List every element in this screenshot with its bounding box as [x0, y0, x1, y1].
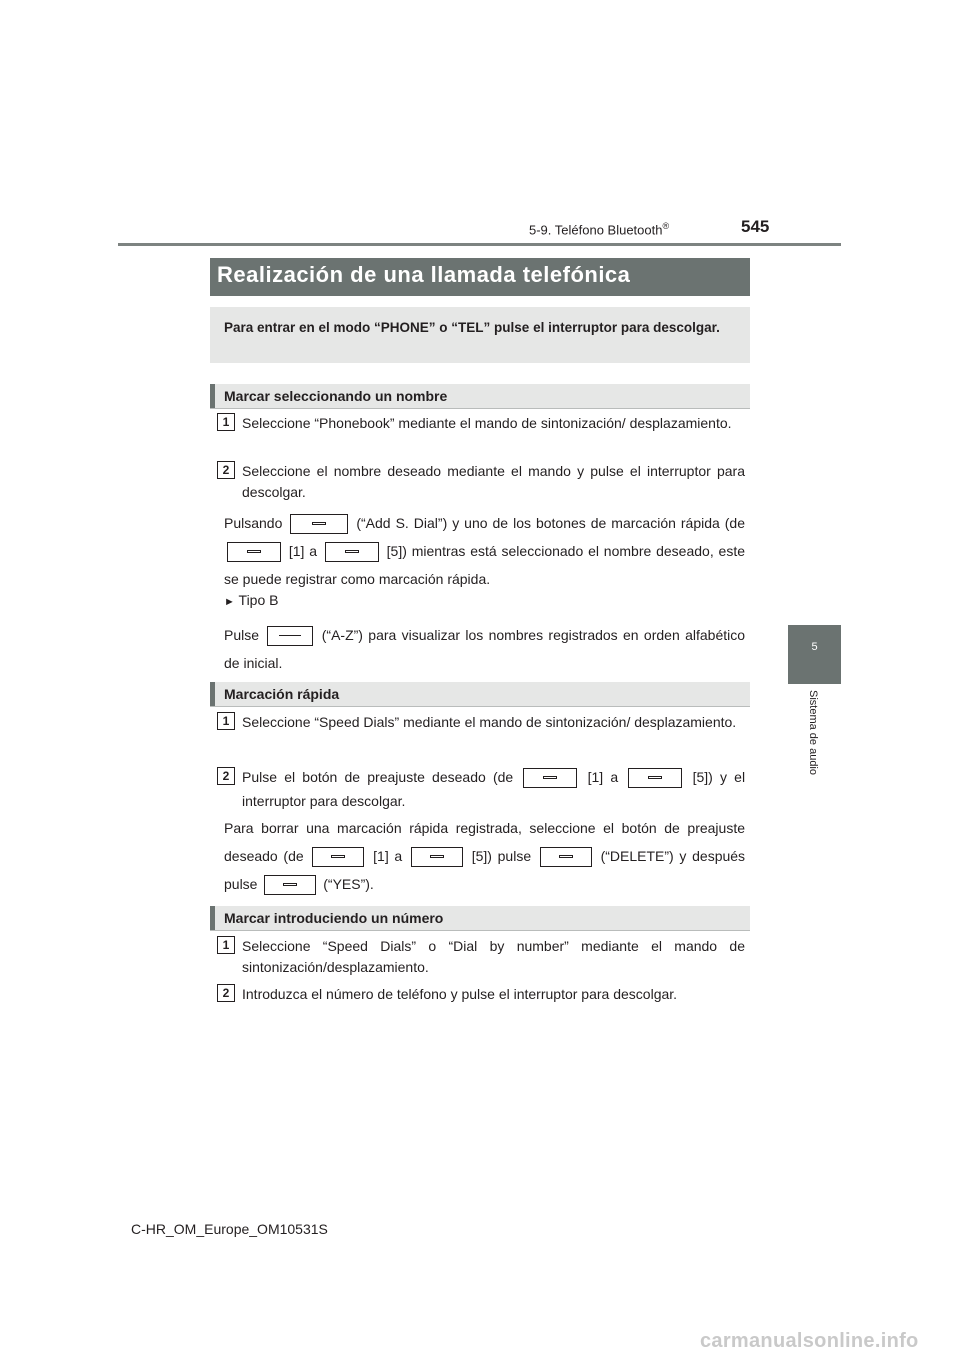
- step-number: 2: [217, 767, 235, 785]
- watermark: carmanualsonline.info: [700, 1330, 919, 1352]
- page-title: Realización de una llamada telefónica: [217, 262, 631, 287]
- step-number: 1: [217, 936, 235, 954]
- step-text: Seleccione “Speed Dials” o “Dial by number” mediante el mando de sintonización/desplazamiento.: [242, 938, 745, 975]
- step-number: 1: [217, 712, 235, 730]
- section-heading-speed-dial: Marcación rápida: [210, 682, 750, 707]
- section-header: 5-9. Teléfono Bluetooth®: [529, 221, 670, 238]
- step-number: 2: [217, 461, 235, 479]
- page-title-bar: [210, 258, 750, 296]
- chapter-number: 5: [811, 641, 818, 653]
- page-number: 545: [741, 217, 770, 236]
- speed-dial-register-note: Pulsando (“Add S. Dial”) y uno de los botones de marcación rápida (de [1] a [5]) mientras está seleccionado el nombre deseado, este se puede registrar como marcación rápida.: [224, 515, 746, 587]
- variant-label: ► Tipo B: [224, 592, 279, 608]
- intro-box: [210, 307, 750, 363]
- intro-text: Para entrar en el modo “PHONE” o “TEL” pulse el interruptor para descolgar.: [224, 320, 720, 335]
- preset-button-icon: [628, 768, 682, 788]
- step-number: 2: [217, 984, 235, 1002]
- yes-button-icon: [264, 875, 316, 895]
- preset-button-icon: [227, 542, 281, 562]
- az-button-icon: [267, 626, 313, 646]
- header-rule: [118, 243, 841, 246]
- preset-button-icon: [312, 847, 364, 867]
- az-note: Pulse (“A-Z”) para visualizar los nombres registrados en orden alfabético de inicial.: [224, 627, 746, 671]
- step-text: Pulse el botón de preajuste deseado (de [1] a [5]) y el interruptor para descolgar.: [242, 769, 746, 809]
- step-text: Introduzca el número de teléfono y pulse el interruptor para descolgar.: [242, 986, 678, 1002]
- chapter-tab: [788, 625, 841, 684]
- add-speed-dial-button-icon: [290, 514, 348, 534]
- registered-mark: ®: [662, 221, 670, 231]
- preset-button-icon: [411, 847, 463, 867]
- preset-button-icon: [523, 768, 577, 788]
- step-text: Seleccione “Speed Dials” mediante el mando de sintonización/ desplazamiento.: [242, 714, 737, 730]
- step-text: Seleccione el nombre deseado mediante el mando y pulse el interruptor para descolgar.: [242, 463, 745, 500]
- section-heading-by-number: Marcar introduciendo un número: [210, 906, 750, 931]
- speed-dial-delete-note: Para borrar una marcación rápida registrada, seleccione el botón de preajuste deseado (de [1] a [5]) pulse (“DELETE”) y después pulse (“YES”).: [224, 814, 745, 898]
- triangle-bullet-icon: ►: [224, 596, 235, 608]
- delete-button-icon: [540, 847, 592, 867]
- chapter-label: Sistema de audio: [807, 690, 819, 775]
- step-text: Seleccione “Phonebook” mediante el mando de sintonización/ desplazamiento.: [242, 415, 732, 431]
- document-code: C-HR_OM_Europe_OM10531S: [131, 1221, 328, 1237]
- step-number: 1: [217, 413, 235, 431]
- section-heading-by-name: Marcar seleccionando un nombre: [210, 384, 750, 409]
- preset-button-icon: [325, 542, 379, 562]
